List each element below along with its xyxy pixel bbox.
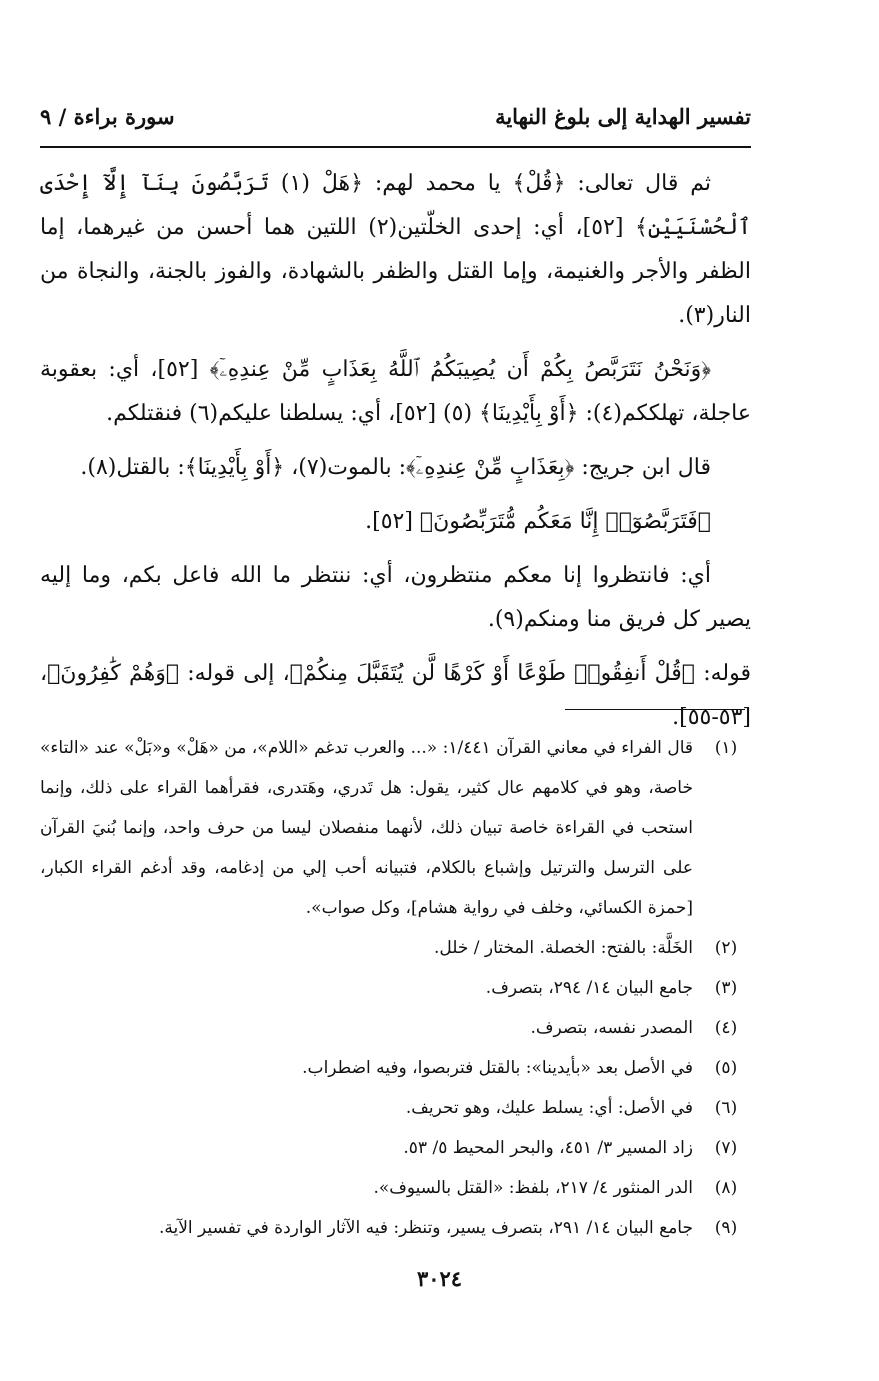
footnote — [40, 1008, 751, 1048]
footnote-text: في الأصل: أي: يسلط عليك، وهو تحريف. — [405, 1098, 693, 1118]
page-number: ٣٠٢٤ — [416, 1266, 463, 1291]
footnote-number: (٩) — [714, 1218, 738, 1238]
footnote-text: جامع البيان ١٤/ ٢٩٤، بتصرف. — [485, 978, 693, 998]
footnote-separator — [565, 709, 745, 710]
paragraph: قال ابن جريج: ﴿بِعَذَابٍ مِّنْ عِندِهِۦٓ﴾: بالموت(٧)، ﴿أَوْ بِأَيْدِينَا﴾: بالقتل(٨). — [80, 455, 711, 480]
footnote-number: (٧) — [714, 1138, 738, 1158]
footnote — [40, 1208, 751, 1248]
surah-reference: سورة براءة / ٩ — [40, 104, 175, 129]
paragraph: أي: فانتظروا إنا معكم منتظرون، أي: ننتظر ما الله فاعل بكم، وما إليه يصير كل فريق منا ومنكم(٩). — [40, 563, 751, 632]
main-text — [40, 162, 751, 750]
footnote — [40, 1128, 751, 1168]
footnote-text: جامع البيان ١٤/ ٢٩١، بتصرف يسير، وتنظر: فيه الآثار الواردة في تفسير الآية. — [158, 1218, 693, 1238]
paragraph: ﴿فَتَرَبَّصُوٓا۟ إِنَّا مَعَكُم مُّتَرَبِّصُونَ﴾ [٥٢]. — [365, 509, 711, 534]
footnote-number: (٤) — [714, 1018, 738, 1038]
footnote — [40, 968, 751, 1008]
book-title: تفسير الهداية إلى بلوغ النهاية — [495, 104, 751, 129]
footnote-number: (٣) — [714, 978, 738, 998]
running-header — [40, 104, 751, 144]
footnote-text: الدر المنثور ٤/ ٢١٧، بلفظ: «القتل بالسيوف». — [373, 1178, 693, 1198]
footnote-number: (٦) — [714, 1098, 738, 1118]
footnote-number: (٥) — [714, 1058, 738, 1078]
footnote-text: المصدر نفسه، بتصرف. — [530, 1018, 693, 1038]
footnote-text: زاد المسير ٣/ ٤٥١، والبحر المحيط ٥/ ٥٣. — [403, 1138, 693, 1158]
footnote-number: (٨) — [714, 1178, 738, 1198]
footnote — [40, 728, 751, 928]
footnote — [40, 1048, 751, 1088]
footnote-text: قال الفراء في معاني القرآن ١/٤٤١: «... والعرب تدغم «اللام»، من «هَلْ» و«بَلْ» عند «التاء» خاصة، وهو في كلامهم عال كثير، يقول: هل تَدري، وهَتدرى، فقرأهما القراء على ذلك، وإنما استحب في القراءة خاصة تبيان ذلك، لأنهما منفصلان ليسا من حرف واحد، وإنما بُنيَ القرآن على الترسل والترتيل وإشباع بالكلام، فتبيانه أحب إلي من إدغامه، وقد أدغم القراء الكبار، [حمزة الكسائي، وخلف في رواية هشام]، وكل صواب». — [40, 738, 693, 918]
footnote-text: في الأصل بعد «بأيدينا»: بالقتل فتربصوا، وفيه اضطراب. — [302, 1058, 693, 1078]
footnotes — [40, 728, 751, 1248]
footnote-number: (٢) — [714, 938, 738, 958]
footnote-number: (١) — [714, 738, 738, 758]
paragraph: ﴿وَنَحْنُ نَتَرَبَّصُ بِكُمْ أَن يُصِيبَكُمُ ٱللَّهُ بِعَذَابٍ مِّنْ عِندِهِۦٓ﴾ [٥٢]، أي: بعقوبة عاجلة، تهلككم(٤): ﴿أَوْ بِأَيْدِينَا﴾ (٥) [٥٢]، أي: يسلطنا عليكم(٦) فنقتلكم. — [40, 357, 751, 426]
footnote — [40, 1088, 751, 1128]
footnote — [40, 928, 751, 968]
footnote-text: الخَلَّة: بالفتح: الخصلة. المختار / خلل. — [433, 938, 693, 958]
paragraph: قوله: ﴿قُلْ أَنفِقُوا۟ طَوْعًا أَوْ كَرْهًا لَّن يُتَقَبَّلَ مِنكُمْ﴾، إلى قوله: ﴿وَهُمْ كَٰفِرُونَ﴾، [٥٣-٥٥]. — [40, 661, 751, 730]
footnote — [40, 1168, 751, 1208]
paragraph: ثم قال تعالى: ﴿قُلْ﴾ يا محمد لهم: ﴿هَلْ (١) تَرَبَّصُونَ بِنَآ إِلَّآ إِحْدَى ٱلْحُسْنَيَيْنِ﴾ [٥٢]، أي: إحدى الخلّتين(٢) اللتين هما أحسن من غيرهما، إما الظفر والأجر والغنيمة، وإما القتل والظفر بالشهادة، والفوز بالجنة، والنجاة من النار(٣). — [40, 171, 752, 328]
header-rule — [40, 146, 751, 148]
